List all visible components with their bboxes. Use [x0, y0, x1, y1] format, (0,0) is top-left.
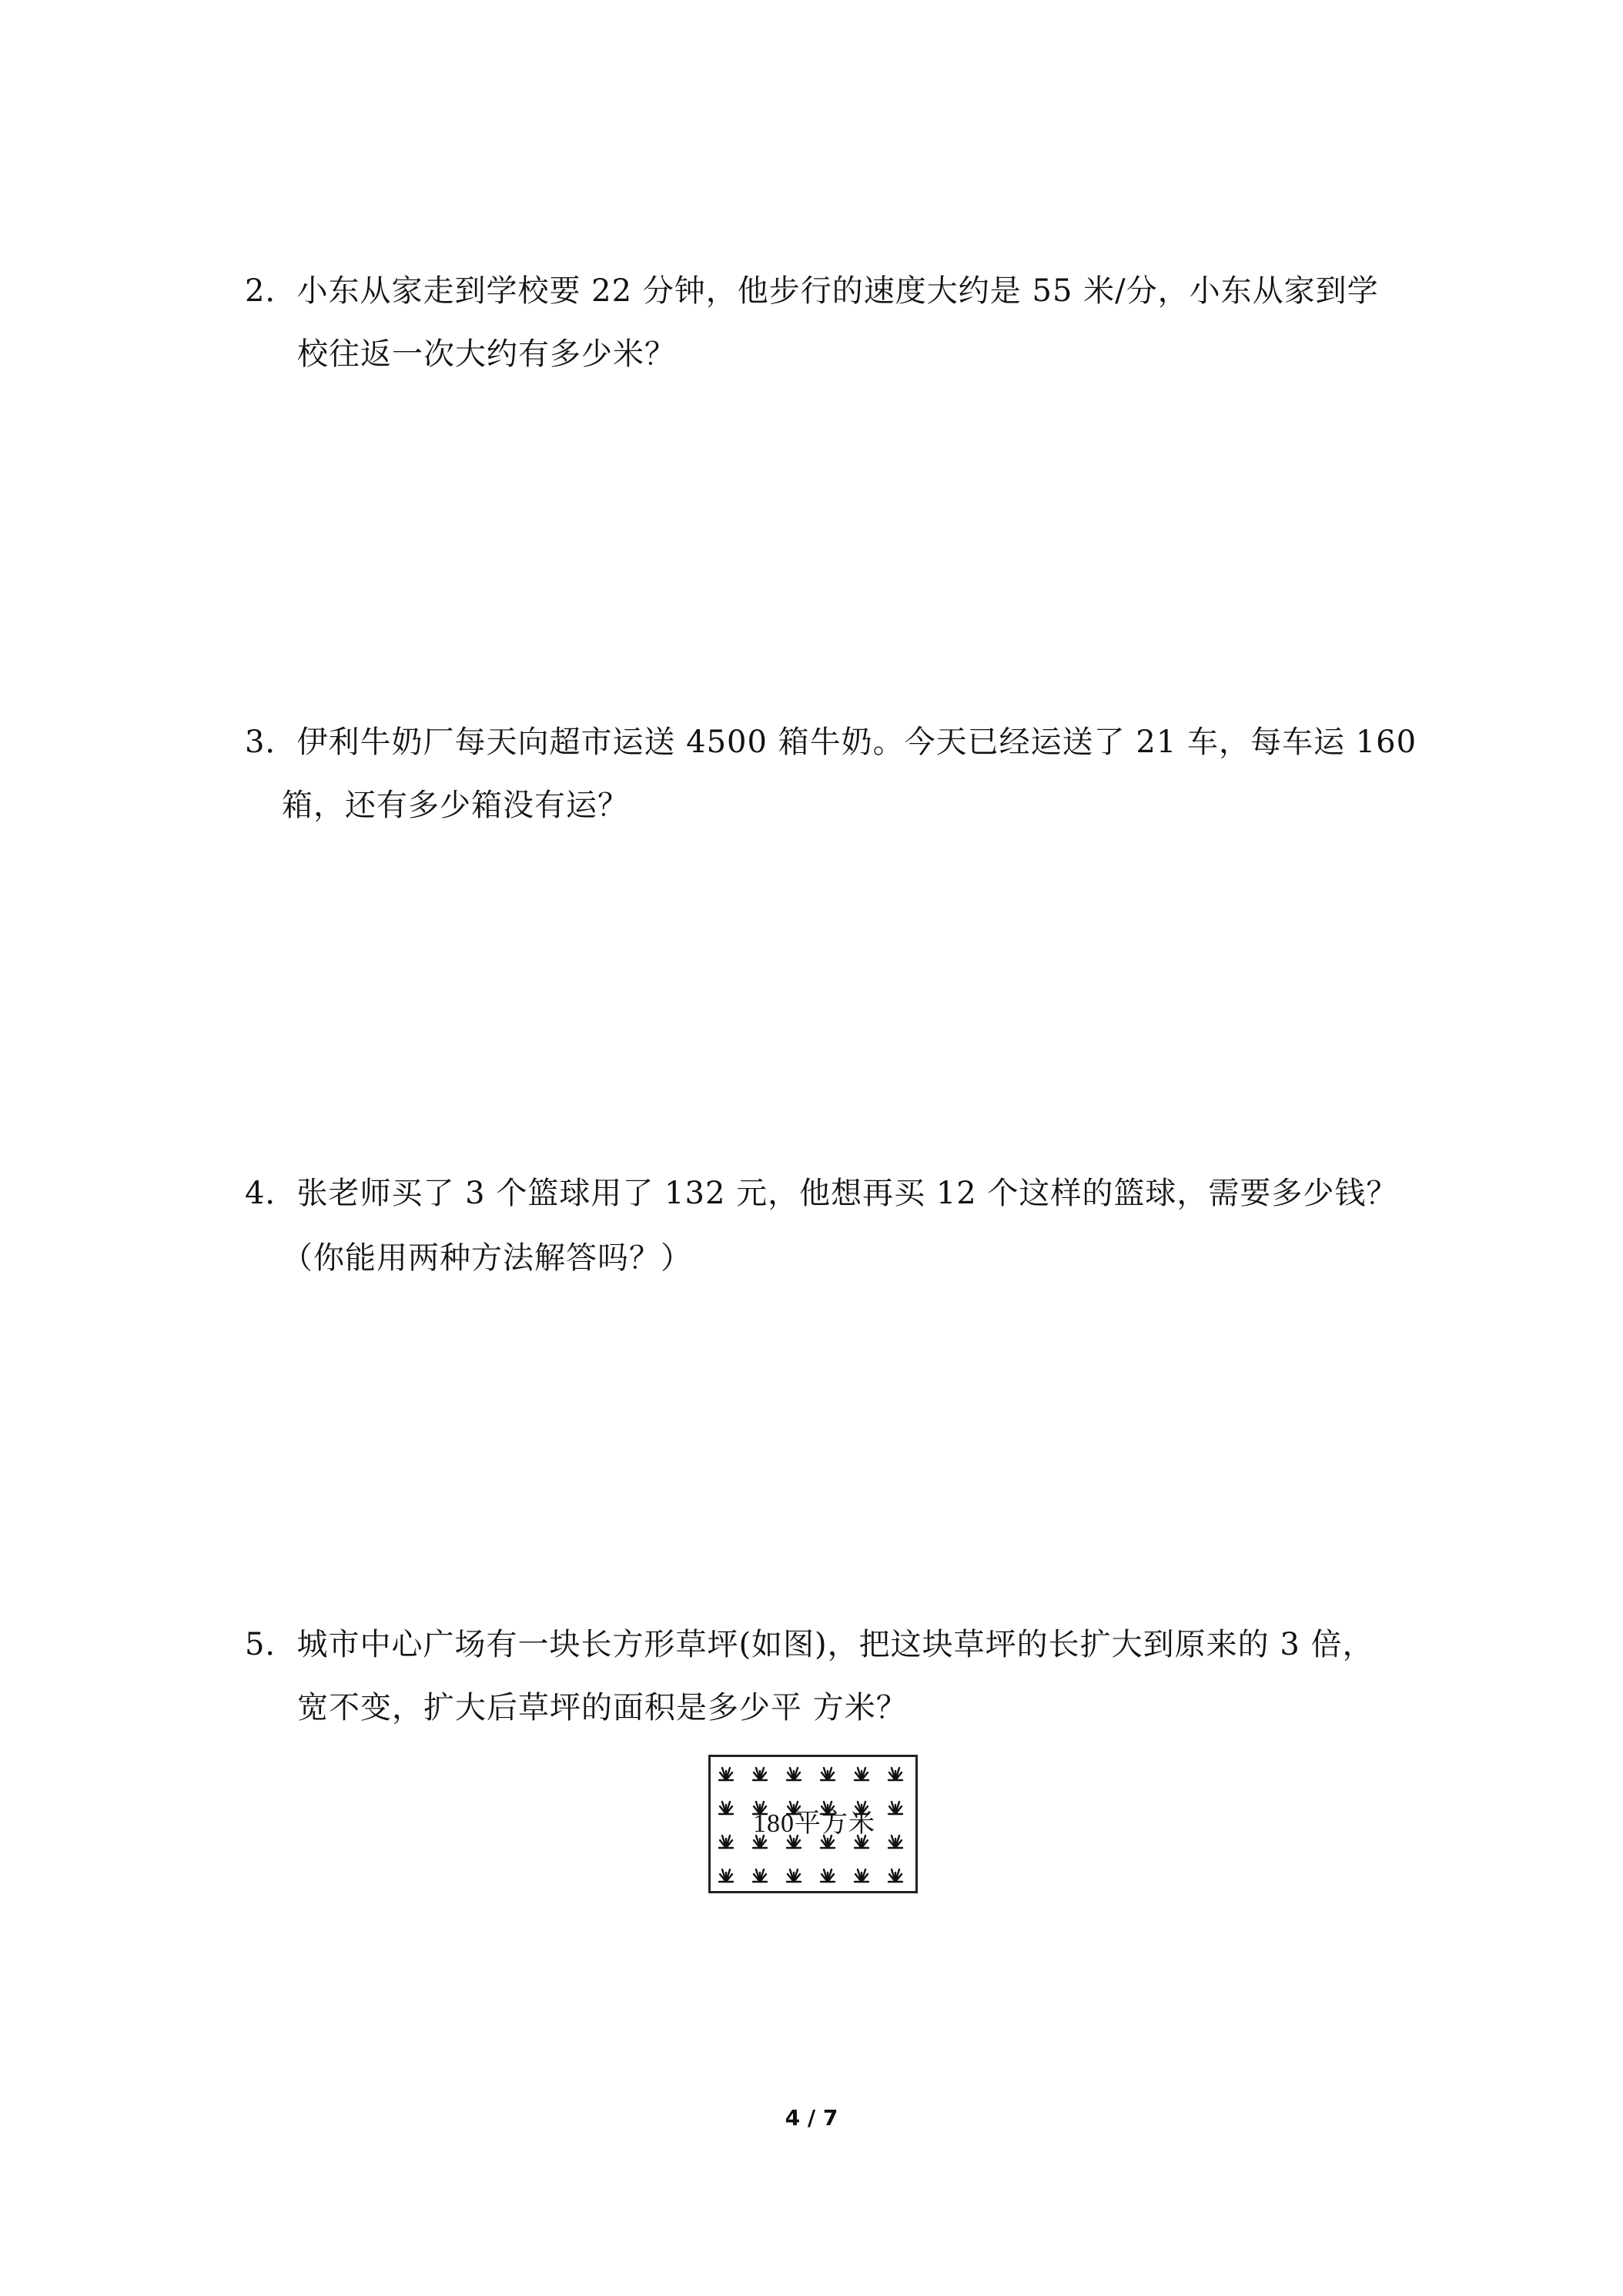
grass-tuft-icon [886, 1832, 905, 1853]
lawn-figure [708, 1755, 918, 1893]
grass-tuft-icon [717, 1765, 735, 1786]
problem-3-line-2: 箱，还有多少箱没有运？ [282, 788, 629, 823]
grass-tuft-icon [717, 1866, 735, 1887]
grass-tuft-icon [852, 1765, 871, 1786]
problem-2-line-1: 2．小东从家走到学校要 22 分钟，他步行的速度大约是 55 米/分，小东从家到学 [245, 273, 1379, 309]
grass-tuft-icon [717, 1832, 735, 1853]
grass-tuft-icon [751, 1765, 769, 1786]
grass-tuft-icon [852, 1866, 871, 1887]
problem-4-line-2: （你能用两种方法解答吗？） [282, 1240, 692, 1276]
grass-tuft-icon [785, 1765, 803, 1786]
grass-tuft-icon [785, 1866, 803, 1887]
grass-tuft-icon [717, 1799, 735, 1819]
problem-4-line-1: 4．张老师买了 3 个篮球用了 132 元，他想再买 12 个这样的篮球，需要多少钱？ [245, 1176, 1398, 1211]
grass-tuft-icon [886, 1799, 905, 1819]
lawn-area-label: 180平方米 [753, 1809, 875, 1838]
grass-tuft-icon [818, 1765, 837, 1786]
page-number: 4 / 7 [785, 2105, 838, 2130]
problem-2-line-2: 校往返一次大约有多少米？ [297, 336, 676, 372]
problem-5-line-2: 宽不变，扩大后草坪的面积是多少平 方米？ [297, 1690, 908, 1725]
grass-tuft-icon [886, 1866, 905, 1887]
grass-tuft-icon [886, 1765, 905, 1786]
grass-tuft-icon [818, 1866, 837, 1887]
problem-5-line-1: 5．城市中心广场有一块长方形草坪(如图)，把这块草坪的长扩大到原来的 3 倍， [245, 1627, 1374, 1662]
grass-tuft-icon [751, 1866, 769, 1887]
problem-3-line-1: 3．伊利牛奶厂每天向超市运送 4500 箱牛奶。今天已经运送了 21 车，每车运 160 [245, 725, 1417, 760]
